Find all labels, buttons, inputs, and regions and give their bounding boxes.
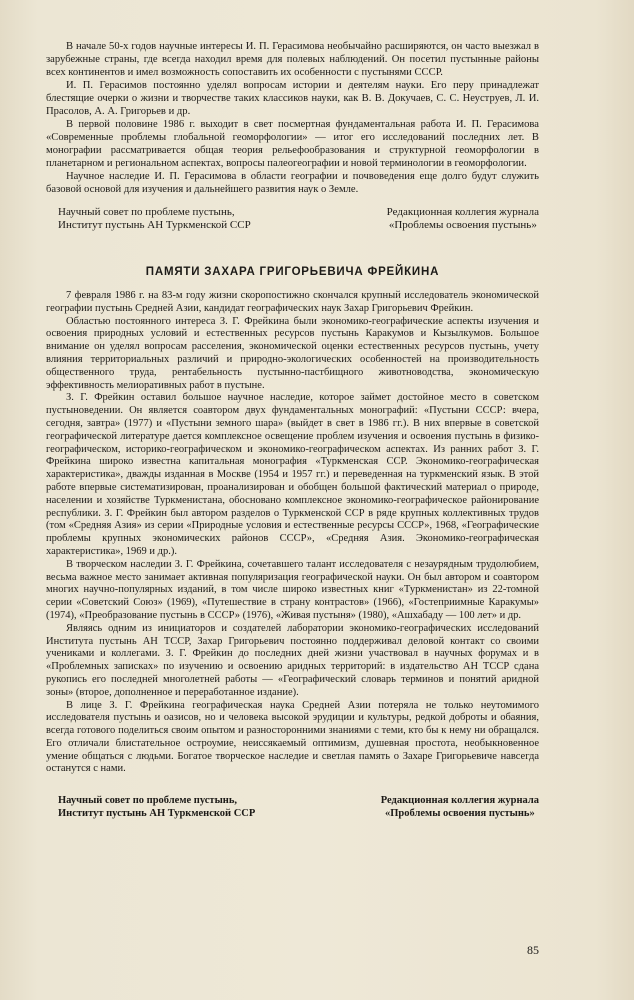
article-body xyxy=(46,290,539,776)
signature-right xyxy=(381,794,539,820)
signature-line: Институт пустынь АН Туркменской ССР xyxy=(58,808,256,820)
signature-line: Редакционная коллегия журнала xyxy=(386,206,539,218)
paragraph: В лице З. Г. Фрейкина географическая наука Средней Азии потеряла не только неутомимого исследователя пустынь и оазисов, но и человека высокой эрудиции и культуры, редкой доброты и обаяния, всегда готового поделиться своим опытом и разносторонними знаниями с теми, кто бы к нему ни обращался. Его отличали блистательное остроумие, неиссякаемый оптимизм, душевная простота, необыкновенное умение общаться с людьми. Богатое творческое наследие и светлая память о Захаре Григорьевиче навсегда останутся с нами. xyxy=(46,699,539,775)
signature-line: Научный совет по проблеме пустынь, xyxy=(58,206,235,218)
paragraph: В первой половине 1986 г. выходит в свет посмертная фундаментальная работа И. П. Герасимова «Современные проблемы глобальной геоморфологии» — итог его исследований последних лет. В монографии рассматривается общая теория рельефообразования и структурной геоморфологии в планетарном и региональном аспектах, вопросы палеогеографии и новой терминологии в геоморфологии. xyxy=(46,119,539,169)
signature-line: «Проблемы освоения пустынь» xyxy=(388,219,537,231)
paragraph: З. Г. Фрейкин оставил большое научное наследие, которое займет достойное место в советском пустыноведении. Он является соавтором двух фундаментальных монографий: «Пустыни СССР: вчера, сегодня, завтра» (1977) и «Пустыни земного шара» (выйдет в свет в 1986 гг.). В них впервые в советской географической литературе дается комплексное освещение проблем изучения и освоения пустынь в физико-географическом, историко-географическом и экономико-географическом аспектах. Из ранних работ З. Г. Фрейкина широко известна капитальная монография «Туркменская ССР. Экономико-географическая характеристика», дважды изданная в Москве (1954 и 1957 гг.) и переведенная на туркменский язык. В этой работе впервые систематизирован, проанализирован и обобщен большой фактический материал о природе, населении и хозяйстве Туркменистана, обосновано комплексное экономико-географическое районирование республики. З. Г. Фрейкин был автором разделов о Туркменской ССР в ряде крупных коллективных трудов (том «Средняя Азия» из серии «Природные условия и естественные ресурсы СССР», 1968, «Географические проблемы крупных экономических районов СССР», «Средняя Азия. Экономико-географическая характеристика», 1969 и др.). xyxy=(46,392,539,557)
signature-left xyxy=(46,794,255,820)
paragraph: Являясь одним из инициаторов и создателей лаборатории экономико-географических исследований Института пустынь АН ТССР, Захар Григорьевич постоянно поддерживал деловой контакт со своими учениками и коллегами. З. Г. Фрейкин до последних дней жизни участвовал в научных форумах и в «Проблемных записках» по изучению и освоению аридных территорий: в издательство АН ТССР сдана рукопись его последней многолетней работы — «Географический словарь терминов и понятий аридной зоны» (второе, дополненное и переработанное издание). xyxy=(46,622,539,698)
signature-right xyxy=(387,206,539,232)
signature-line: Научный совет по проблеме пустынь, xyxy=(58,795,238,807)
signature-line: «Проблемы освоения пустынь» xyxy=(385,808,535,820)
page-number: 85 xyxy=(527,943,539,957)
paragraph: Научное наследие И. П. Герасимова в области географии и почвоведения еще долго будут служить базовой основой для изучения и дальнейшего развития наук о Земле. xyxy=(46,171,539,195)
top-signatures xyxy=(46,206,539,232)
paragraph: 7 февраля 1986 г. на 83-м году жизни скоропостижно скончался крупный исследователь экономической географии пустынь Средней Азии, кандидат географических наук Захар Григорьевич Фрейкин. xyxy=(46,290,539,314)
signature-line: Институт пустынь АН Туркменской ССР xyxy=(58,219,251,231)
top-section xyxy=(46,40,539,196)
paragraph: Областью постоянного интереса З. Г. Фрейкина были экономико-географические аспекты изучения и освоения природных условий и естественных ресурсов пустынь Каракумов и Кызылкумов. Большое внимание он уделял вопросам расселения, экономической оценки естественных ресурсов пустынь, учету влияния территориальных различий и природно-экологических особенностей на производительность общественного труда, рентабельность пустынно-пастбищного животноводства, экономическую эффективность мелиоративных работ в пустыне. xyxy=(46,315,539,391)
article-signatures xyxy=(46,794,539,820)
paragraph: В начале 50-х годов научные интересы И. П. Герасимова необычайно расширяются, он часто выезжал в зарубежные страны, где всегда находил время для полевых наблюдений. Он посетил пустынные районы всех континентов и имел возможность сопоставить их особенности с пустынями СССР. xyxy=(46,41,539,78)
signature-left xyxy=(46,206,251,232)
signature-line: Редакционная коллегия журнала xyxy=(380,795,539,807)
paragraph: В творческом наследии З. Г. Фрейкина, сочетавшего талант исследователя с незаурядным трудолюбием, весьма важное место занимает активная популяризация географической науки. Он был автором и соавтором многих научно-популярных изданий, в том числе широко известных книг «Туркменистан» из 22-томной серии «Советский Союз» (1969), «Путешествие в страну контрастов» (1966), «Гостеприимные Каракумы» (1974), «Преобразование пустынь в СССР» (1976), «Живая пустыня» (1980), «Ашхабаду — 100 лет» и др. xyxy=(46,558,539,621)
paragraph: И. П. Герасимов постоянно уделял вопросам истории и деятелям науки. Его перу принадлежат блестящие очерки о жизни и творчестве таких классиков науки, как В. В. Докучаев, С. С. Неуструев, Л. И. Прасолов, А. А. Григорьев и др. xyxy=(46,80,539,117)
article-title: ПАМЯТИ ЗАХАРА ГРИГОРЬЕВИЧА ФРЕЙКИНА xyxy=(145,266,440,278)
